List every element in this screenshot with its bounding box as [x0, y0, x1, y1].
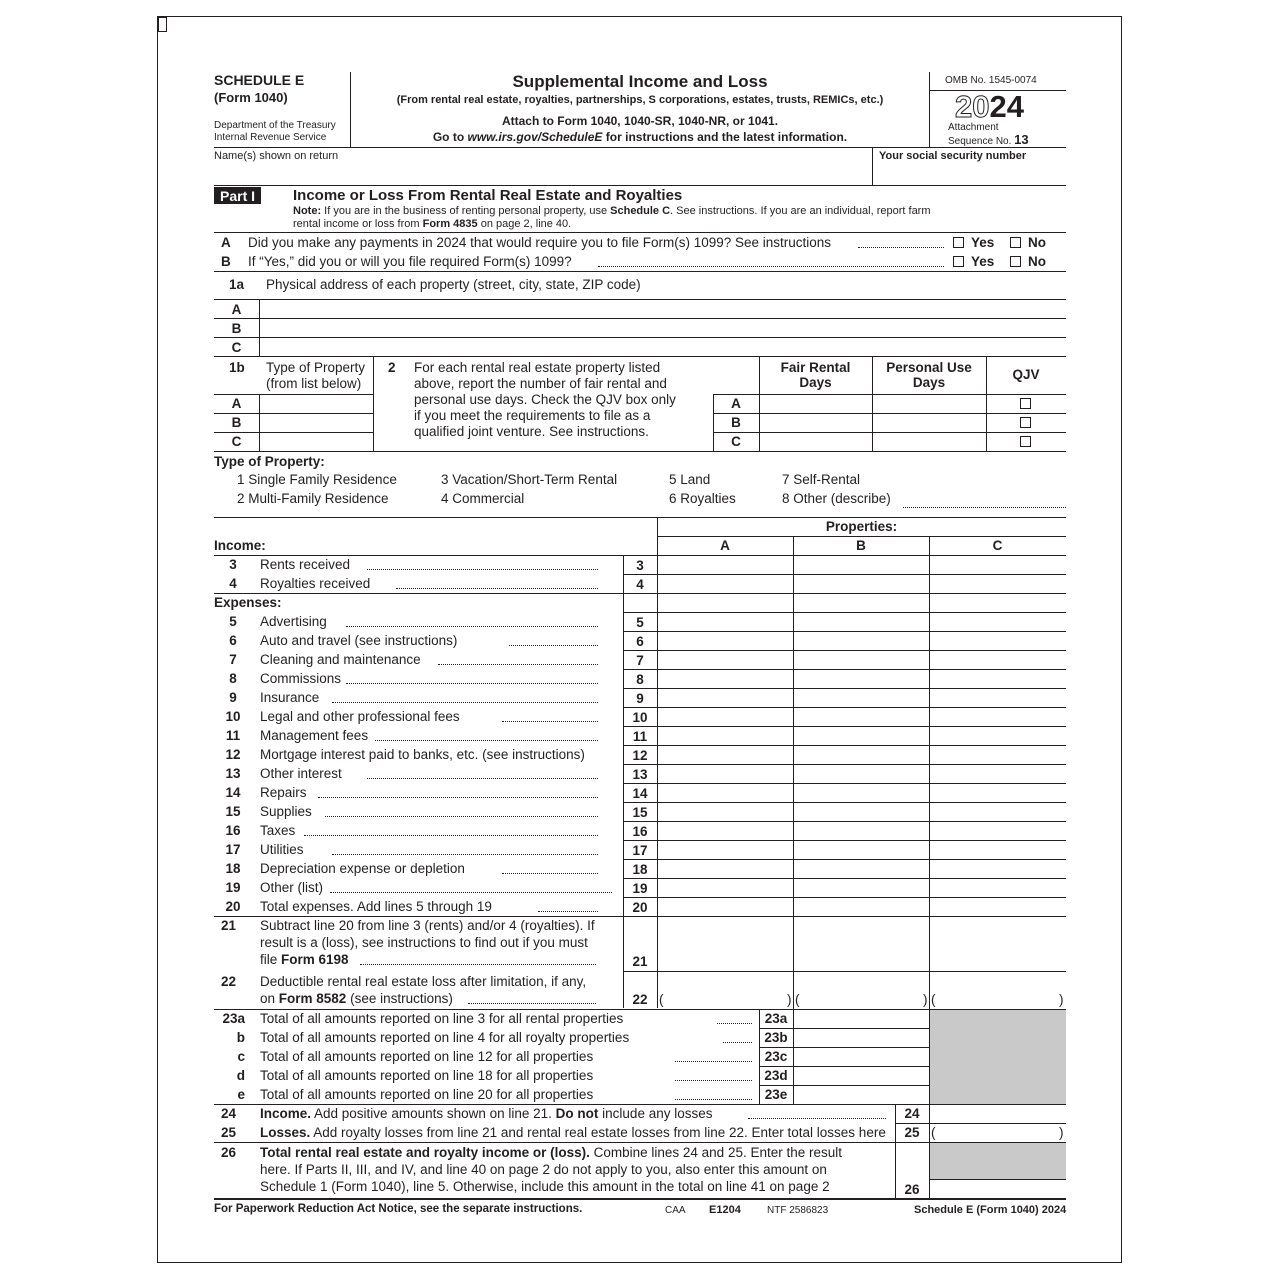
properties-header: Properties:: [825, 519, 898, 534]
expenses-label: Expenses:: [214, 595, 282, 610]
line-14-input-c[interactable]: [932, 784, 1062, 800]
line-10-leader: [502, 721, 598, 722]
property-type-4: 4 Commercial: [441, 491, 525, 506]
type-input-c[interactable]: [262, 433, 371, 450]
line-5-input-c[interactable]: [932, 613, 1062, 629]
line-25-input[interactable]: [938, 1124, 1056, 1141]
line-17-input-c[interactable]: [932, 841, 1062, 857]
line-11-input-b[interactable]: [796, 727, 926, 743]
line-18-input-c[interactable]: [932, 860, 1062, 876]
line-2-text-1: For each rental real estate property listed: [414, 360, 661, 375]
line-23b-input[interactable]: [796, 1029, 926, 1045]
line-22-paren-open-c: (: [931, 992, 936, 1007]
line-3-leader: [367, 569, 598, 570]
type-of-property-sub: (from list below): [266, 376, 362, 391]
line-4-num: 4: [229, 576, 237, 591]
line-22-text-1: Deductible rental real estate loss after limitation, if any,: [260, 974, 587, 989]
line-24-box: 24: [904, 1106, 920, 1121]
names-label: Name(s) shown on return: [214, 150, 339, 162]
line-12-label: Mortgage interest paid to banks, etc. (see instructions): [260, 746, 585, 762]
column-a-header: A: [720, 538, 730, 553]
line-19-input-a[interactable]: [660, 879, 790, 895]
line-18-label: Depreciation expense or depletion: [260, 860, 465, 876]
line-6-input-b[interactable]: [796, 632, 926, 648]
line-23-shaded-area: [930, 1010, 1066, 1104]
line-8-input-a[interactable]: [660, 670, 790, 686]
line-3-input-b[interactable]: [796, 556, 926, 572]
line-4-label: Royalties received: [260, 576, 371, 591]
line-26-text-1: Total rental real estate and royalty income or (loss). Combine lines 24 and 25. Enter the result: [260, 1145, 843, 1160]
corner-mark: [158, 17, 167, 32]
qjv-checkbox-a[interactable]: [1020, 398, 1031, 409]
line-17-input-a[interactable]: [660, 841, 790, 857]
line-19-box: 19: [632, 880, 648, 896]
line-26-text-3: Schedule 1 (Form 1040), line 5. Otherwise, include this amount in the total on line 41 on page 2: [260, 1179, 830, 1194]
line-21-num: 21: [221, 918, 237, 933]
attach-instructions: Attach to Form 1040, 1040-SR, 1040-NR, or 1041.: [501, 114, 779, 128]
question-a-letter: A: [221, 235, 231, 250]
line-17-label: Utilities: [260, 841, 304, 857]
days-row-a-label: A: [731, 396, 741, 411]
address-row-c-label: C: [231, 340, 242, 355]
part-i-note-2: rental income or loss from Form 4835 on page 2, line 40.: [293, 218, 572, 230]
line-26-text-2: here. If Parts II, III, and IV, and line 40 on page 2 do not apply to you, also enter this amount on: [260, 1162, 827, 1177]
qjv-header: QJV: [1012, 367, 1040, 382]
goto-instructions: Go to www.irs.gov/ScheduleE for instructions and the latest information.: [432, 130, 848, 144]
line-5-num: 5: [229, 613, 237, 629]
line-17-input-b[interactable]: [796, 841, 926, 857]
line-20-input-a[interactable]: [660, 898, 790, 914]
line-12-input-b[interactable]: [796, 746, 926, 762]
line-15-leader: [325, 816, 598, 817]
line-7-input-b[interactable]: [796, 651, 926, 667]
type-row-c-label: C: [231, 434, 242, 449]
line-23e-input[interactable]: [796, 1086, 926, 1102]
address-row-b-label: B: [231, 321, 242, 336]
line-14-label: Repairs: [260, 784, 307, 800]
line-18-input-b[interactable]: [796, 860, 926, 876]
line-13-input-a[interactable]: [660, 765, 790, 781]
line-22-input-a[interactable]: [666, 974, 784, 1006]
line-5-label: Advertising: [260, 613, 327, 629]
line-21-text-2: result is a (loss), see instructions to find out if you must: [260, 935, 588, 950]
property-type-6: 6 Royalties: [669, 491, 736, 506]
line-6-num: 6: [229, 632, 237, 648]
line-16-leader: [304, 835, 599, 836]
line-23b-label: Total of all amounts reported on line 4 for all royalty properties: [260, 1030, 630, 1045]
line-23d-input[interactable]: [796, 1067, 926, 1083]
line-15-input-b[interactable]: [796, 803, 926, 819]
line-22-box: 22: [632, 992, 648, 1007]
line-23c-label: Total of all amounts reported on line 12 for all properties: [260, 1049, 594, 1064]
line-16-input-a[interactable]: [660, 822, 790, 838]
line-14-leader: [318, 797, 598, 798]
line-17-box: 17: [632, 842, 648, 858]
line-7-num: 7: [229, 651, 237, 667]
line-19-label: Other (list): [260, 879, 324, 895]
question-b-text: If “Yes,” did you or will you file required Form(s) 1099?: [248, 254, 572, 269]
line-6-label: Auto and travel (see instructions): [260, 632, 458, 648]
line-22-input-b[interactable]: [802, 974, 920, 1006]
line-23b-num: b: [236, 1030, 245, 1045]
line-23d-box: 23d: [764, 1068, 788, 1083]
line-5-box: 5: [636, 614, 644, 630]
line-8-input-b[interactable]: [796, 670, 926, 686]
property-type-3: 3 Vacation/Short-Term Rental: [441, 472, 618, 487]
personal-use-days-b[interactable]: [875, 414, 983, 431]
line-23c-num: c: [237, 1049, 245, 1064]
line-20-input-c[interactable]: [932, 898, 1062, 914]
days-row-b-label: B: [731, 415, 741, 430]
form-subtitle: (From rental real estate, royalties, partnerships, S corporations, estates, trusts, REMICs, etc.): [396, 94, 884, 106]
line-10-label: Legal and other professional fees: [260, 708, 460, 724]
line-22-paren-close-c: ): [1059, 992, 1064, 1007]
omb-number: OMB No. 1545-0074: [945, 75, 1037, 86]
line-3-input-c[interactable]: [932, 556, 1062, 572]
line-17-num: 17: [225, 841, 241, 857]
line-22-text-2: on Form 8582 (see instructions): [260, 991, 453, 1006]
line-5-input-a[interactable]: [660, 613, 790, 629]
line-23a-leader: [717, 1023, 753, 1024]
line-8-box: 8: [636, 671, 644, 687]
line-10-input-b[interactable]: [796, 708, 926, 724]
line-20-box: 20: [632, 899, 648, 915]
footer-ntf: NTF 2586823: [767, 1205, 829, 1216]
line-25-num: 25: [221, 1125, 237, 1140]
line-23d-label: Total of all amounts reported on line 18 for all properties: [260, 1068, 594, 1083]
line-23e-label: Total of all amounts reported on line 20 for all properties: [260, 1087, 594, 1102]
line-9-input-c[interactable]: [932, 689, 1062, 705]
ssn-label: Your social security number: [879, 150, 1027, 162]
line-25-box: 25: [904, 1125, 920, 1140]
line-7-input-c[interactable]: [932, 651, 1062, 667]
line-19-input-b[interactable]: [796, 879, 926, 895]
line-3-box: 3: [636, 558, 644, 573]
line-8-leader: [346, 683, 598, 684]
question-a-yes-label: Yes: [971, 235, 995, 250]
line-3-label: Rents received: [260, 557, 351, 572]
property-type-1: 1 Single Family Residence: [237, 472, 397, 487]
question-a-no-label: No: [1028, 235, 1046, 250]
form-title: Supplemental Income and Loss: [512, 72, 768, 91]
line-24-input[interactable]: [932, 1105, 1063, 1122]
line-19-num: 19: [225, 879, 241, 895]
part-i-title: Income or Loss From Rental Real Estate and Royalties: [293, 187, 683, 204]
line-12-num: 12: [225, 746, 241, 762]
line-8-input-c[interactable]: [932, 670, 1062, 686]
line-5-leader: [346, 626, 598, 627]
type-input-a[interactable]: [262, 395, 371, 412]
line-11-input-a[interactable]: [660, 727, 790, 743]
address-row-a-label: A: [231, 302, 242, 317]
property-type-7: 7 Self-Rental: [782, 472, 861, 487]
line-23e-num: e: [237, 1087, 245, 1102]
line-9-input-a[interactable]: [660, 689, 790, 705]
property-type-5: 5 Land: [669, 472, 711, 487]
line-2-text-2: above, report the number of fair rental and: [414, 376, 667, 391]
line-16-input-c[interactable]: [932, 822, 1062, 838]
fair-rental-days-c[interactable]: [762, 433, 870, 450]
line-22-input-c[interactable]: [938, 974, 1056, 1006]
type-of-property-label: Type of Property: [266, 360, 366, 375]
line-23a-box: 23a: [764, 1011, 788, 1026]
line-9-input-b[interactable]: [796, 689, 926, 705]
line-16-label: Taxes: [260, 822, 296, 838]
line-25-text: Losses. Add royalty losses from line 21 and rental real estate losses from line 22. Enter total losses here: [260, 1125, 886, 1140]
type-input-b[interactable]: [262, 414, 371, 431]
line-20-label: Total expenses. Add lines 5 through 19: [260, 898, 492, 914]
line-19-list-input[interactable]: [332, 879, 612, 895]
part-i-label: Part I: [214, 187, 261, 204]
footer-form-id: Schedule E (Form 1040) 2024: [914, 1204, 1067, 1216]
qjv-checkbox-b[interactable]: [1020, 417, 1031, 428]
line-4-leader: [396, 588, 598, 589]
line-9-leader: [332, 702, 598, 703]
line-4-box: 4: [636, 577, 644, 592]
line-10-input-c[interactable]: [932, 708, 1062, 724]
line-14-input-a[interactable]: [660, 784, 790, 800]
line-23a-num: 23a: [222, 1011, 245, 1026]
line-11-input-c[interactable]: [932, 727, 1062, 743]
line-2-text-5: qualified joint venture. See instructions.: [414, 424, 649, 439]
irs-label: Internal Revenue Service: [214, 132, 327, 143]
line-23b-leader: [723, 1042, 752, 1043]
irs-url-link[interactable]: www.irs.gov/ScheduleE: [467, 130, 603, 144]
line-22-paren-close-a: ): [787, 992, 792, 1007]
line-4-input-b[interactable]: [796, 575, 926, 591]
line-26-box: 26: [904, 1182, 920, 1197]
line-6-input-c[interactable]: [932, 632, 1062, 648]
fair-rental-days-b[interactable]: [762, 414, 870, 431]
address-input-c[interactable]: [262, 338, 1064, 355]
line-15-label: Supplies: [260, 803, 312, 819]
line-13-box: 13: [632, 766, 648, 782]
line-3-input-a[interactable]: [660, 556, 790, 572]
line-20-input-b[interactable]: [796, 898, 926, 914]
line-7-box: 7: [636, 652, 644, 668]
line-15-input-c[interactable]: [932, 803, 1062, 819]
line-9-num: 9: [229, 689, 237, 705]
income-label: Income:: [214, 538, 266, 553]
line-17-leader: [332, 854, 598, 855]
line-23b-box: 23b: [764, 1030, 788, 1045]
personal-use-days-c[interactable]: [875, 433, 983, 450]
dept-label: Department of the Treasury: [214, 120, 336, 131]
footer-code: E1204: [709, 1204, 741, 1216]
line-10-box: 10: [632, 709, 648, 725]
type-row-b-label: B: [231, 415, 242, 430]
line-23d-leader: [675, 1080, 752, 1081]
line-22-paren-close-b: ): [923, 992, 928, 1007]
schedule-label: SCHEDULE E: [214, 72, 305, 88]
line-22-num: 22: [221, 974, 237, 989]
line-12-input-a[interactable]: [660, 746, 790, 762]
line-11-num: 11: [225, 727, 241, 743]
line-18-num: 18: [225, 860, 241, 876]
personal-use-days-header: Personal Use Days: [886, 360, 972, 390]
line-4-input-a[interactable]: [660, 575, 790, 591]
line-9-label: Insurance: [260, 689, 320, 705]
line-7-input-a[interactable]: [660, 651, 790, 667]
question-b-yes-label: Yes: [971, 254, 995, 269]
line-14-num: 14: [225, 784, 241, 800]
line-13-label: Other interest: [260, 765, 342, 781]
line-8-num: 8: [229, 670, 237, 686]
part-i-note: Note: If you are in the business of renting personal property, use Schedule C. See instructions. If you are an individual, report farm: [293, 205, 931, 217]
line-21-input-a[interactable]: [660, 915, 790, 969]
line-23d-num: d: [236, 1068, 245, 1083]
type-row-a-label: A: [231, 396, 242, 411]
line-4-input-c[interactable]: [932, 575, 1062, 591]
line-24-num: 24: [221, 1106, 237, 1121]
line-11-box: 11: [632, 728, 648, 744]
column-b-header: B: [856, 538, 866, 553]
line-22-paren-open-a: (: [659, 992, 664, 1007]
days-row-c-label: C: [731, 434, 741, 449]
line-13-leader: [367, 778, 598, 779]
line-14-input-b[interactable]: [796, 784, 926, 800]
line-23c-leader: [675, 1061, 752, 1062]
line-20-leader: [538, 911, 598, 912]
attachment-label: Attachment: [948, 122, 999, 133]
line-15-input-a[interactable]: [660, 803, 790, 819]
line-21-text-3: file Form 6198: [260, 952, 349, 967]
line-11-leader: [375, 740, 599, 741]
address-input-a[interactable]: [262, 300, 1064, 317]
question-b-letter: B: [221, 254, 231, 269]
line-19-input-c[interactable]: [932, 879, 1062, 895]
line-13-input-c[interactable]: [932, 765, 1062, 781]
line-11-label: Management fees: [260, 727, 369, 743]
line-1b-num: 1b: [229, 360, 245, 375]
line-13-num: 13: [225, 765, 241, 781]
property-type-8: 8 Other (describe): [782, 491, 891, 506]
line-23a-input[interactable]: [796, 1010, 926, 1026]
personal-use-days-a[interactable]: [875, 395, 983, 412]
line-26-num: 26: [221, 1145, 237, 1160]
footer-paperwork-notice: For Paperwork Reduction Act Notice, see the separate instructions.: [214, 1203, 583, 1215]
line-16-num: 16: [225, 822, 241, 838]
tax-year: 2024: [955, 89, 1024, 124]
question-b-yes-checkbox[interactable]: [953, 256, 964, 267]
line-21-box: 21: [632, 954, 648, 969]
line-23a-label: Total of all amounts reported on line 3 for all rental properties: [260, 1011, 624, 1026]
form-label: (Form 1040): [214, 90, 288, 105]
line-23e-leader: [675, 1099, 752, 1100]
footer-caa: CAA: [665, 1205, 686, 1216]
line-20-num: 20: [225, 898, 241, 914]
line-23e-box: 23e: [764, 1087, 788, 1102]
line-22-paren-open-b: (: [795, 992, 800, 1007]
line-14-box: 14: [632, 785, 648, 801]
question-a-yes-checkbox[interactable]: [953, 237, 964, 248]
line-25-paren-close: ): [1059, 1125, 1064, 1140]
line-1a-label: Physical address of each property (street, city, state, ZIP code): [266, 277, 641, 292]
line-18-box: 18: [632, 861, 648, 877]
line-23c-input[interactable]: [796, 1048, 926, 1064]
line-21-input-c[interactable]: [932, 915, 1063, 969]
question-b-no-label: No: [1028, 254, 1046, 269]
line-24-text: Income. Add positive amounts shown on line 21. Do not include any losses: [260, 1106, 713, 1121]
line-18-input-a[interactable]: [660, 860, 790, 876]
ssn-input[interactable]: [876, 164, 1064, 184]
property-types-title: Type of Property:: [214, 454, 325, 469]
line-3-num: 3: [229, 557, 237, 572]
line-6-leader: [509, 645, 598, 646]
property-type-2: 2 Multi-Family Residence: [237, 491, 389, 506]
line-2-text-3: personal use days. Check the QJV box only: [414, 392, 676, 407]
line-16-box: 16: [632, 823, 648, 839]
line-8-label: Commissions: [260, 670, 342, 686]
other-describe-input[interactable]: [904, 491, 1064, 506]
line-2-num: 2: [388, 360, 396, 375]
line-13-input-b[interactable]: [796, 765, 926, 781]
question-a-text: Did you make any payments in 2024 that would require you to file Form(s) 1099? See instructions: [248, 235, 832, 250]
line-1a-num: 1a: [229, 277, 245, 292]
column-c-header: C: [992, 538, 1003, 553]
question-a-no-checkbox[interactable]: [1010, 237, 1021, 248]
question-b-no-checkbox[interactable]: [1010, 256, 1021, 267]
address-input-b[interactable]: [262, 319, 1064, 336]
line-23c-box: 23c: [764, 1049, 788, 1064]
qjv-checkbox-c[interactable]: [1020, 436, 1031, 447]
line-10-input-a[interactable]: [660, 708, 790, 724]
line-21-text-1: Subtract line 20 from line 3 (rents) and/or 4 (royalties). If: [260, 918, 595, 933]
line-9-box: 9: [636, 690, 644, 706]
line-6-input-a[interactable]: [660, 632, 790, 648]
line-6-box: 6: [636, 633, 644, 649]
line-26-input[interactable]: [932, 1181, 1063, 1197]
line-7-leader: [438, 664, 598, 665]
line-18-leader: [502, 873, 598, 874]
line-12-input-c[interactable]: [932, 746, 1062, 762]
names-input[interactable]: [216, 164, 866, 184]
line-2-text-4: if you meet the requirements to file as a: [414, 408, 651, 423]
line-10-num: 10: [225, 708, 241, 724]
sequence-label: Sequence No. 13: [948, 132, 1029, 147]
line-21-input-b[interactable]: [796, 915, 926, 969]
line-5-input-b[interactable]: [796, 613, 926, 629]
fair-rental-days-a[interactable]: [762, 395, 870, 412]
line-15-box: 15: [632, 804, 648, 820]
line-7-label: Cleaning and maintenance: [260, 651, 421, 667]
line-12-box: 12: [632, 747, 648, 763]
line-15-num: 15: [225, 803, 241, 819]
line-16-input-b[interactable]: [796, 822, 926, 838]
line-26-shaded-area: [930, 1143, 1066, 1179]
fair-rental-days-header: Fair Rental Days: [780, 360, 851, 390]
line-25-paren-open: (: [931, 1125, 936, 1140]
